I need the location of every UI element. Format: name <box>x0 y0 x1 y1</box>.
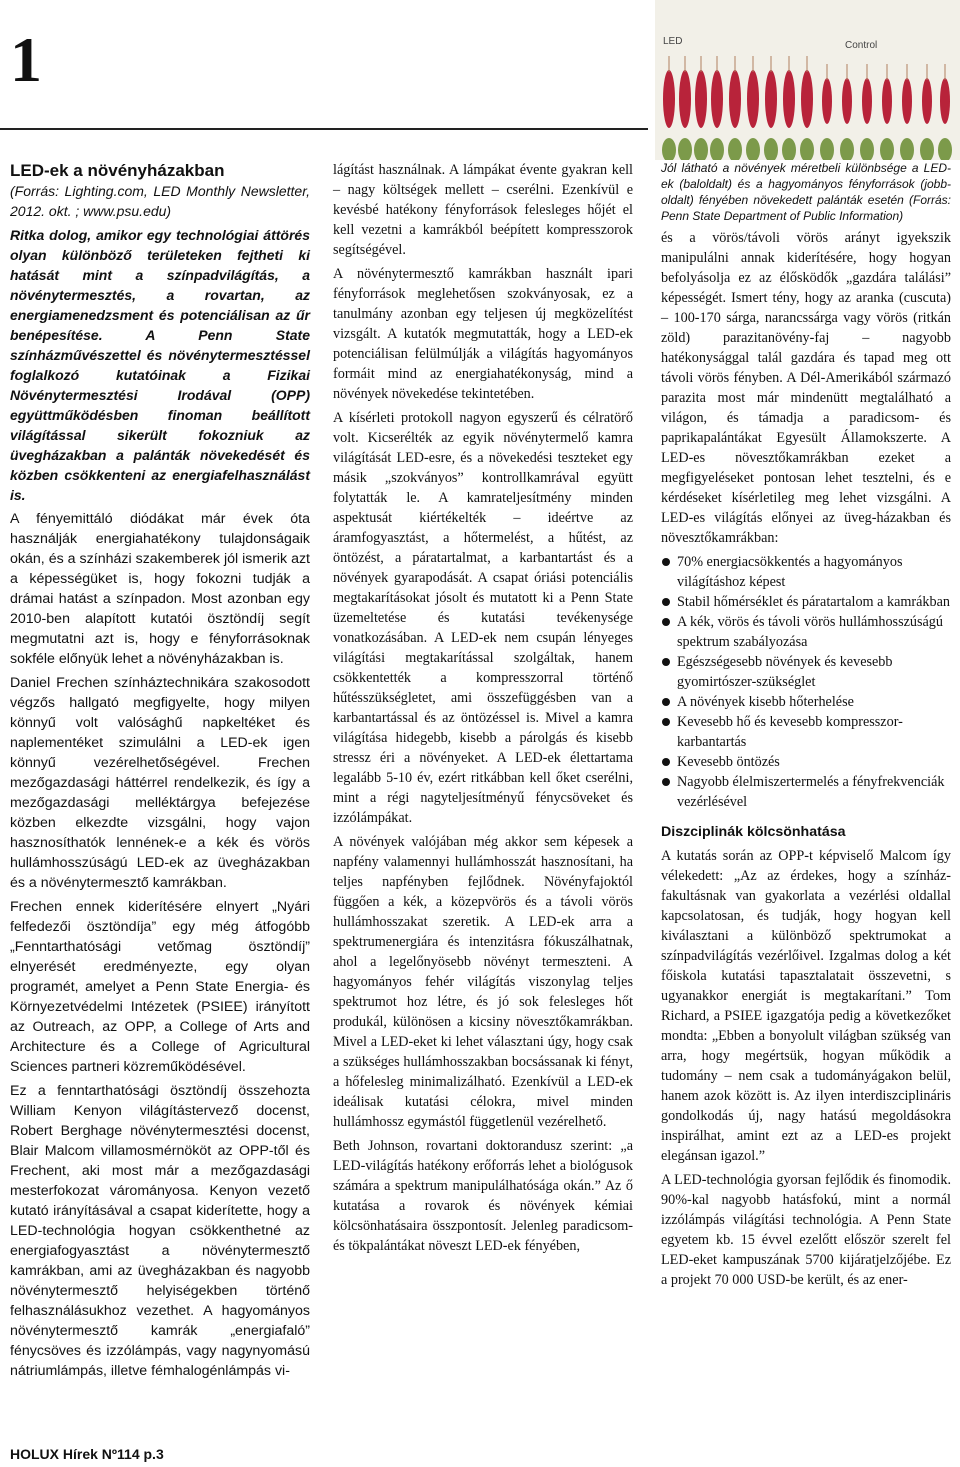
paragraph: Frechen ennek kiderítésére elnyert „Nyári felfedezői ösztöndíja” egy még átfogóbb „Fenntarthatósági vetőmag ösztöndíj” elnyerését eredményezte, egy olyan programét, amelyet a Penn State Energia- és Környezetvédelmi Intézetek (PSIEE) irányított az Outreach, az OPP, a College of Arts and Architecture és a College of Agricultural Sciences partneri közreműködésével. <box>10 899 310 1075</box>
paragraph: lágítást használnak. A lámpákat évente gyakran kell – nagy költségek mellett – cserélni. Ezenkívül e kevésbé hatékony fényforrások felesleges hőjét el kell vezetni a kamrákból beépített kompresszorok segítségével. <box>333 162 633 258</box>
paragraph: és a vörös/távoli vörös arányt igyekszik manipulálni annak kiderítésére, hogy hogyan befolyásolja ez az élősködők „gazdára találási” képességét. Ismert tény, hogy az aranka (cuscuta) – 100-170 sárga, narancssárga vagy vörös (ritkán zöld) parazitanövény-faj – nagyobb hatékonysággal talál gazdára és tapad meg ott távoli vörös fényben. A Dél-Amerikából származó parazita most már mindenütt megtalálható a világon, és támadja a paradicsom- és paprikapalántákat Egyesült Államokszerte. A LED-es növesztőkamrákban ezeket a megfigyeléseket pontosan lehet tesztelni, és e kérdéseket kísérletileg meg lehet vizsgálni. A LED-es világítás előnyei az üveg-házakban és növesztőkamrákban: <box>661 230 951 546</box>
radish-photo <box>655 0 960 160</box>
column-1 <box>10 160 310 1385</box>
radish-plant <box>782 56 796 160</box>
page-footer: HOLUX Hírek Nº114 p.3 <box>10 1446 164 1462</box>
radish-plant <box>728 56 742 160</box>
paragraph: A növények valójában még akkor sem képesek a napfény valamennyi hullámhosszát hasznosítani, ha teljes napfényben fejlődnek. Növényfajoktól függően a kék, a közepvörös és a távoli vörös hullámhosszakat szeretik. A LED-ek arra a spektrumenergiára és intenzitásra fókuszálhatnak, ahol a legelőnyösebb növényt termeszteni. A hagyományos fehér világítás viszonylag teljes spektrumot hoz létre, és jó sok felesleges hőt produkál, különösen a kicsiny növesztőkamrákban. Mivel a LED-eket ki lehet választani úgy, hogy csak a szükséges hullámhosszakban bocsássanak ki fényt, a hőfelesleg minimalizálható. Ezenkívül a LED-ek ideálisak kutatási célokra, mivel minden hullámhossz egymástól függetlenül vezérelhető. <box>333 834 633 1130</box>
list-item: Nagyobb élelmiszertermelés a fényfrekvenciák vezérlésével <box>661 772 951 812</box>
list-item: Kevesebb öntözés <box>661 752 951 772</box>
paragraph: Daniel Frechen színháztechnikára szakosodott végzős hallgató megfigyelte, hogy milyen könnyű volt valósághű napkeltéket és naplementéket szimulálni a LED-ek igen könnyű vezérelhetőségével. Frechen mezőgazdasági háttérrel rendelkezik, és így a mezőgazdasági melléktárgya befejezése közben elkezdte vizsgálni, hogy vajon hasznosíthatók lennének-e a kék és vörös hullámhosszúságú LED-ek az üvegházakban és a növénytermesztő kamrákban. <box>10 675 310 891</box>
radish-plant <box>800 56 814 160</box>
list-item: A növények kisebb hőterhelése <box>661 692 951 712</box>
list-item: A kék, vörös és távoli vörös hullámhosszúságú spektrum szabályozása <box>661 612 951 652</box>
column-1-body <box>10 509 310 1381</box>
bullet-icon <box>662 698 670 706</box>
bullet-icon <box>662 658 670 666</box>
bullet-icon <box>662 558 670 566</box>
article-lead: Ritka dolog, amikor egy technológiai áttörés olyan különböző területeken fejtheti ki hatását mint a színpadvilágítás, a növénytermesztés, a rovartan, az energiamenedzsment és potenciálisan az űr benépesítése. A Penn State színházművészettel és növénytermesztéssel foglalkozó kutatóinak a Fizikai Növénytermesztési Irodával (OPP) együttműködésben finoman beállított világítással sikerült fokozniuk az üvegházakban a palánták növekedését és közben csökkenteni az energiafelhasználást is. <box>10 227 310 503</box>
radish-plant <box>764 56 778 160</box>
list-item: Stabil hőmérséklet és páratartalom a kamrákban <box>661 592 951 612</box>
paragraph: Beth Johnson, rovartani doktorandusz szerint: „a LED-világítás hatékony erőforrás lehet a biológusok számára a spektrum manipulálhatósága okán.” Az ő kutatása a rovarok és növények kémiai kölcsönhatásaira összpontosít. Jelenleg paradicsom- és tökpalántákat növeszt LED-ek fényében, <box>333 1138 633 1254</box>
paragraph: Ez a fenntarthatósági ösztöndíj összehozta William Kenyon világítástervező docenst, Robert Berghage növénytermesztési docenst, Blair Malcom villamosmérnököt az OPP-től és Frechent, aki most már a mezőgazdasági mesterfokozat várományosa. Kenyon vezető kutató irányításával a csapat kiderítette, hogy a LED-technológia hogyan csökkenthetné az energiafogyasztást a növénytermesztő kamrákban, ami az üvegházakban és nagyobb növénytermesztő helyiségekben történő felhasználásukhoz vezethet. A hagyományos növénytermesztő kamrák „energiafaló” fénycsöves és izzólámpás, vagy nagynyomású nátriumlámpás, illetve fémhalogénlámpás vi- <box>10 1083 310 1379</box>
radish-plant <box>900 64 914 160</box>
bullet-icon <box>662 718 670 726</box>
photo-label-control: Control <box>845 40 878 51</box>
page-number: 1 <box>10 24 42 95</box>
article-source: (Forrás: Lighting.com, LED Monthly Newsletter, 2012. okt. ; www.psu.edu) <box>10 183 310 219</box>
radish-plant <box>840 64 854 160</box>
radish-plant <box>820 64 834 160</box>
radish-plant <box>710 56 724 160</box>
radish-plant <box>920 64 934 160</box>
header-rule <box>0 128 648 130</box>
list-item: Egészségesebb növények és kevesebb gyomirtószer-szükséglet <box>661 652 951 692</box>
list-item: 70% energiacsökkentés a hagyományos világításhoz képest <box>661 552 951 592</box>
column-3 <box>661 160 951 1294</box>
radish-illustration <box>655 0 960 160</box>
paragraph: A növénytermesztő kamrákban használt ipari fényforrások meglehetősen szokványosak, ez a tanulmány azonban egy teljesen új megközelítést vizsgált. A kutatók megmutatták, hogy a LED-ek potenciálisan felülmúlják a világítás hagyományos formáit mind az energiahatékonyság, mind a növények növekedése tekintetében. <box>333 266 633 402</box>
paragraph: A LED-technológia gyorsan fejlődik és finomodik. 90%-kal nagyobb hatásfokú, mint a normál izzólámpás világítási technológia. A Penn State egyetem kb. 15 évvel ezelőtt először szerelt fel LED-eket kampuszának 5700 kijáratjelzőjébe. Ez a projekt 70 000 USD-be került, és az ener- <box>661 1172 951 1288</box>
radish-plant <box>694 56 708 160</box>
radish-plant <box>746 56 760 160</box>
photo-label-led: LED <box>663 36 683 47</box>
column-2 <box>333 160 633 1260</box>
benefits-list <box>661 552 951 812</box>
paragraph: A kísérleti protokoll nagyon egyszerű és célratörő volt. Kicserélték az egyik növénytermelő kamra világítását LED-esre, és a növekedési teszteket egy másik „szokványos” kontrollkamrával együtt folytatták le. A kamrateljesítmény minden aspektusát kiértékelték – ideértve az áramfogyasztást, a hőtermelést, a hűtést, az öntözést, a páratartalmat, a karbantartást és a növények gyarapodását. A csapat óriási potenciális megtakarításokat jósolt és mutatott ki a Penn State üzemeltetése és kutatási tevékenysége vonatkozásában. A LED-ek nem csupán lényeges világítási megtakarítással szolgáltak, hanem csökkentették a kompresszorral történő hűtésszükségletet, ami összefüggésben van a karbantartással és az öntözéssel is. Mivel a kamra világítása hidegebb, kisebb a párolgás és kisebb stressz éri a növényeket. A LED-ek élettartama legalább 5-10 év, ezért ritkábban kell őket cserélni, mint a régi nagyteljesítményű fénycsöveket és izzólámpákat. <box>333 410 633 826</box>
bullet-icon <box>662 598 670 606</box>
radish-plant <box>860 64 874 160</box>
paragraph: A kutatás során az OPP-t képviselő Malcom így vélekedett: „Az az érdekes, hogy a színház-fakultásnak van gyakorlata a vezérlési oldallal kapcsolatosan, és tudják, hogy hogyan kell kiválasztani a különböző spektrumokat a színpadvilágítás vezérlőivel. Izgalmas dolog a két főiskola kutatási tapasztalatait összevetni, s ugyanakkor energiát is megtakarítani.” Tom Richard, a PSIEE igazgatója pedig a következőket mondta: „Ebben a bonyolult világban szükség van arra, hogy megértsük, hogyan működik a tudomány – nem csak a tudományágakon belül, hanem azok között is. Az ilyen interdiszciplináris gondolkodás új, nagy hatású megoldásokra inspirálhat, amint ezt az a LED-es projekt elegánsan igazol.” <box>661 848 951 1164</box>
bullet-icon <box>662 758 670 766</box>
radish-plant <box>678 56 692 160</box>
photo-caption: Jól látható a növények méretbeli különbsége a LED-ek (baloldalt) és a hagyományos fényforrások (jobb-oldalt) fényében növekedett palánták esetén (Forrás: Penn State Department of Public Information) <box>661 161 951 223</box>
list-item: Kevesebb hő és kevesebb kompresszor-karbantartás <box>661 712 951 752</box>
bullet-icon <box>662 618 670 626</box>
section-heading: Diszciplinák kölcsönhatása <box>661 824 846 840</box>
article-title: LED-ek a növényházakban <box>10 161 225 180</box>
radish-plant <box>938 64 952 160</box>
radish-plant <box>662 56 676 160</box>
bullet-icon <box>662 778 670 786</box>
paragraph: A fényemittáló diódákat már évek óta használják energiahatékony tulajdonságaik okán, és a színházi szakemberek jól ismerik azt a képességüket is, hogy fokozni tudják a drámai hatást a színpadon. Most azonban egy 2010-ben alapított kutatói ösztöndíj segít megmutatni azt is, hogy e fényforrásoknak sokféle előnyük lehet a növényházakban is. <box>10 511 310 667</box>
radish-plant <box>880 64 894 160</box>
